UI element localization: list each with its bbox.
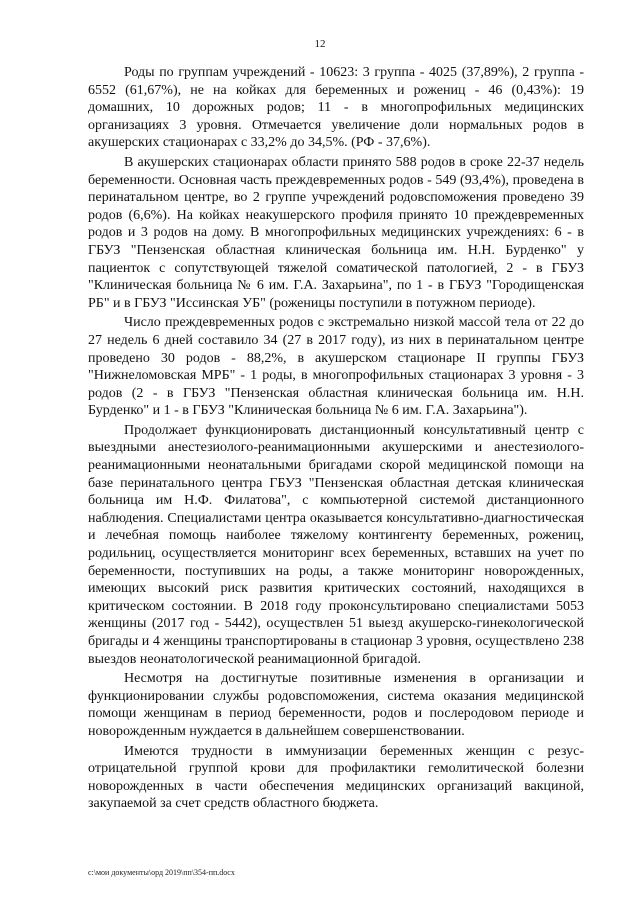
paragraph-birth-groups: Роды по группам учреждений - 10623: 3 группа - 4025 (37,89%), 2 группа - 6552 (61,67%), не на койках для беременных и рожениц - 46 (0,43%): 19 домашних, 10 дорожных родов; 11 - в многопрофильных медицинских организациях 3 уровня. Отмечается увеличение доли нормальных родов в акушерских стационарах с 33,2% до 34,5%. (РФ - 37,6%). [88, 65, 584, 151]
paragraph-preterm-births: В акушерских стационарах области принято 588 родов в сроке 22-37 недель беременности. Основная часть преждевременных родов - 549 (93,4%), проведена в перинатальном центре, во 2 группе учреждений родовспоможения проведено 39 родов (6,6%). На койках неакушерского профиля принято 10 преждевременных родов и 3 родов на дому. В многопрофильных медицинских учреждениях: 6 - в ГБУЗ "Пензенская областная клиническая больница им. Н.Н. Бурденко" у пациенток с сопутствующей тяжелой соматической патологией, 2 - в ГБУЗ "Клиническая больница № 6 им. Г.А. Захарьина", по 1 - в ГБУЗ "Городищенская РБ" и в ГБУЗ "Иссинская УБ" (роженицы поступили в потужном периоде). [88, 154, 584, 311]
paragraph-extremely-low-weight: Число преждевременных родов с экстремально низкой массой тела от 22 до 27 недель 6 дней составило 34 (27 в 2017 году), из них в перинатальном центре проведено 30 родов - 88,2%, в акушерском стационаре II группы ГБУЗ "Нижнеломовская МРБ" - 1 роды, в многопрофильных стационарах 3 уровня - 3 родов (2 - в ГБУЗ "Пензенская областная клиническая больница им. Н.Н. Бурденко" и 1 - в ГБУЗ "Клиническая больница № 6 им. Г.А. Захарьина"). [88, 315, 584, 419]
paragraph-improvements-needed: Несмотря на достигнутые позитивные изменения в организации и функционировании службы родовспоможения, система оказания медицинской помощи женщинам в период беременности, родов и послеродовом периоде и новорожденным нуждается в дальнейшем совершенствовании. [88, 671, 584, 739]
footer-file-path: c:\мои документы\орд 2019\пп\354-пп.docx [88, 868, 235, 877]
page-number: 12 [314, 38, 326, 50]
paragraph-consultative-center: Продолжает функционировать дистанционный консультативный центр с выездными анестезиолого-реанимационными акушерскими и анестезиолого-реанимационными неонатальными бригадами скорой медицинской помощи на базе перинатального центра ГБУЗ "Пензенская областная детская клиническая больница им Н.Ф. Филатова", с компьютерной системой дистанционного наблюдения. Специалистами центра оказывается консультативно-диагностическая и лечебная помощь наиболее тяжелому контингенту беременных, рожениц, родильниц, осуществляется мониторинг всех беременных, вставших на учет по беременности, поступивших на роды, а также мониторинг новорожденных, имеющих высокий риск развития критических состояний, находящихся в критическом состоянии. В 2018 году проконсультировано специалистами 5053 женщины (2017 год - 5442), осуществлен 51 выезд акушерско-гинекологической бригады и 4 женщины транспортированы в стационар 3 уровня, осуществлено 238 выездов неонатологической реанимационной бригадой. [88, 422, 584, 667]
paragraph-immunization-difficulties: Имеются трудности в иммунизации беременных женщин с резус-отрицательной группой крови для профилактики гемолитической болезни новорожденных в части обеспечения медицинских организаций вакциной, закупаемой за счет средств областного бюджета. [88, 743, 584, 812]
document-body [88, 64, 584, 815]
